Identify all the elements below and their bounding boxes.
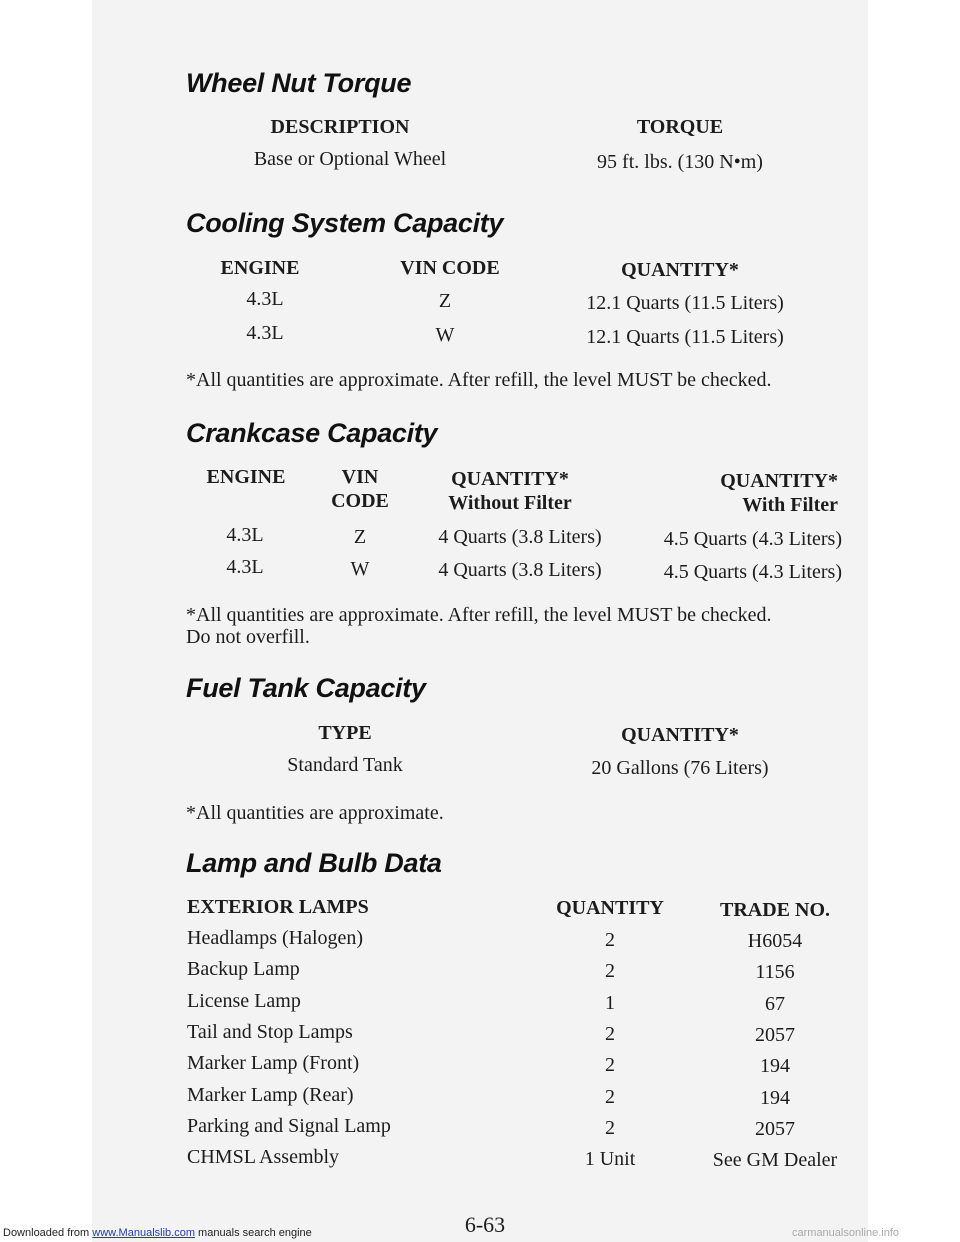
table-cell: 2 [605, 1117, 615, 1139]
table-cell: 1156 [755, 961, 795, 983]
table-cell: 4.5 Quarts (4.3 Liters) [663, 561, 842, 583]
header-vin: VIN [341, 466, 379, 488]
table-cell: License Lamp [187, 990, 301, 1012]
section-title-lamp-bulb: Lamp and Bulb Data [186, 848, 442, 878]
table-cell: Z [438, 290, 452, 312]
header-vin-code: VIN CODE [400, 257, 500, 279]
footer-text: Downloaded from [3, 1227, 93, 1239]
table-cell: 194 [760, 1087, 790, 1109]
table-cell: 2057 [755, 1024, 795, 1046]
header-engine: ENGINE [220, 257, 300, 279]
table-cell: Marker Lamp (Rear) [187, 1084, 354, 1106]
table-cell: 2 [605, 1086, 615, 1108]
table-cell: Standard Tank [287, 754, 403, 776]
table-cell: 1 Unit [584, 1148, 636, 1170]
header-quantity: QUANTITY [556, 897, 664, 919]
header-code: CODE [331, 490, 389, 512]
header-with-filter: With Filter [742, 494, 838, 516]
header-type: TYPE [318, 722, 372, 744]
manualslib-link[interactable]: www.Manualslib.com [92, 1227, 195, 1239]
table-cell: 12.1 Quarts (11.5 Liters) [586, 326, 784, 348]
table-cell: Marker Lamp (Front) [187, 1052, 360, 1074]
footer-text: manuals search engine [194, 1227, 312, 1239]
header-engine: ENGINE [206, 466, 286, 488]
download-footer [3, 1227, 312, 1239]
table-cell: 4 Quarts (3.8 Liters) [438, 526, 602, 548]
table-cell: 2 [605, 960, 615, 982]
table-cell: 2057 [755, 1118, 795, 1140]
section-title-cooling-system: Cooling System Capacity [186, 208, 504, 238]
header-without-filter: Without Filter [448, 492, 572, 514]
table-cell: 4 Quarts (3.8 Liters) [438, 559, 602, 581]
table-cell: Parking and Signal Lamp [187, 1115, 391, 1137]
watermark: carmanualsonline.info [792, 1227, 900, 1239]
table-cell: See GM Dealer [712, 1149, 838, 1171]
section-title-crankcase: Crankcase Capacity [186, 418, 438, 448]
page-number: 6-63 [464, 1212, 506, 1237]
table-cell: H6054 [747, 930, 803, 952]
header-trade-no: TRADE NO. [719, 899, 830, 921]
table-cell: 12.1 Quarts (11.5 Liters) [586, 292, 784, 314]
table-cell: CHMSL Assembly [187, 1146, 340, 1168]
table-cell: 95 ft. lbs. (130 N•m) [597, 151, 763, 173]
table-cell: 4.3L [226, 556, 264, 578]
table-cell: 4.3L [246, 322, 284, 344]
table-cell: 4.3L [226, 524, 264, 546]
table-cell: Z [353, 526, 367, 548]
footnote: *All quantities are approximate. After refill, the level MUST be checked. [186, 369, 772, 391]
section-title-fuel-tank: Fuel Tank Capacity [186, 673, 426, 703]
footnote: *All quantities are approximate. [186, 802, 444, 824]
table-cell: 2 [605, 929, 615, 951]
header-torque: TORQUE [636, 116, 724, 138]
table-cell: 1 [605, 992, 615, 1014]
table-cell: 2 [605, 1054, 615, 1076]
footnote: Do not overfill. [186, 626, 310, 648]
table-cell: Base or Optional Wheel [253, 148, 447, 170]
table-cell: 67 [765, 993, 785, 1015]
header-quantity-with-filter: QUANTITY* [720, 470, 838, 492]
table-cell: Headlamps (Halogen) [187, 927, 364, 949]
header-quantity: QUANTITY* [621, 724, 739, 746]
section-title-wheel-nut-torque: Wheel Nut Torque [186, 68, 412, 98]
table-cell: W [350, 558, 370, 580]
header-description: DESCRIPTION [270, 116, 410, 138]
header-quantity: QUANTITY* [621, 259, 739, 281]
table-cell: 20 Gallons (76 Liters) [591, 757, 769, 779]
table-cell: Backup Lamp [187, 958, 300, 980]
table-cell: W [435, 324, 455, 346]
header-exterior-lamps: EXTERIOR LAMPS [187, 896, 369, 918]
table-cell: Tail and Stop Lamps [187, 1021, 353, 1043]
table-cell: 4.5 Quarts (4.3 Liters) [663, 528, 842, 550]
table-cell: 194 [760, 1055, 790, 1077]
header-quantity-without-filter: QUANTITY* [451, 468, 569, 490]
footnote: *All quantities are approximate. After refill, the level MUST be checked. [186, 604, 772, 626]
table-cell: 2 [605, 1023, 615, 1045]
table-cell: 4.3L [246, 288, 284, 310]
